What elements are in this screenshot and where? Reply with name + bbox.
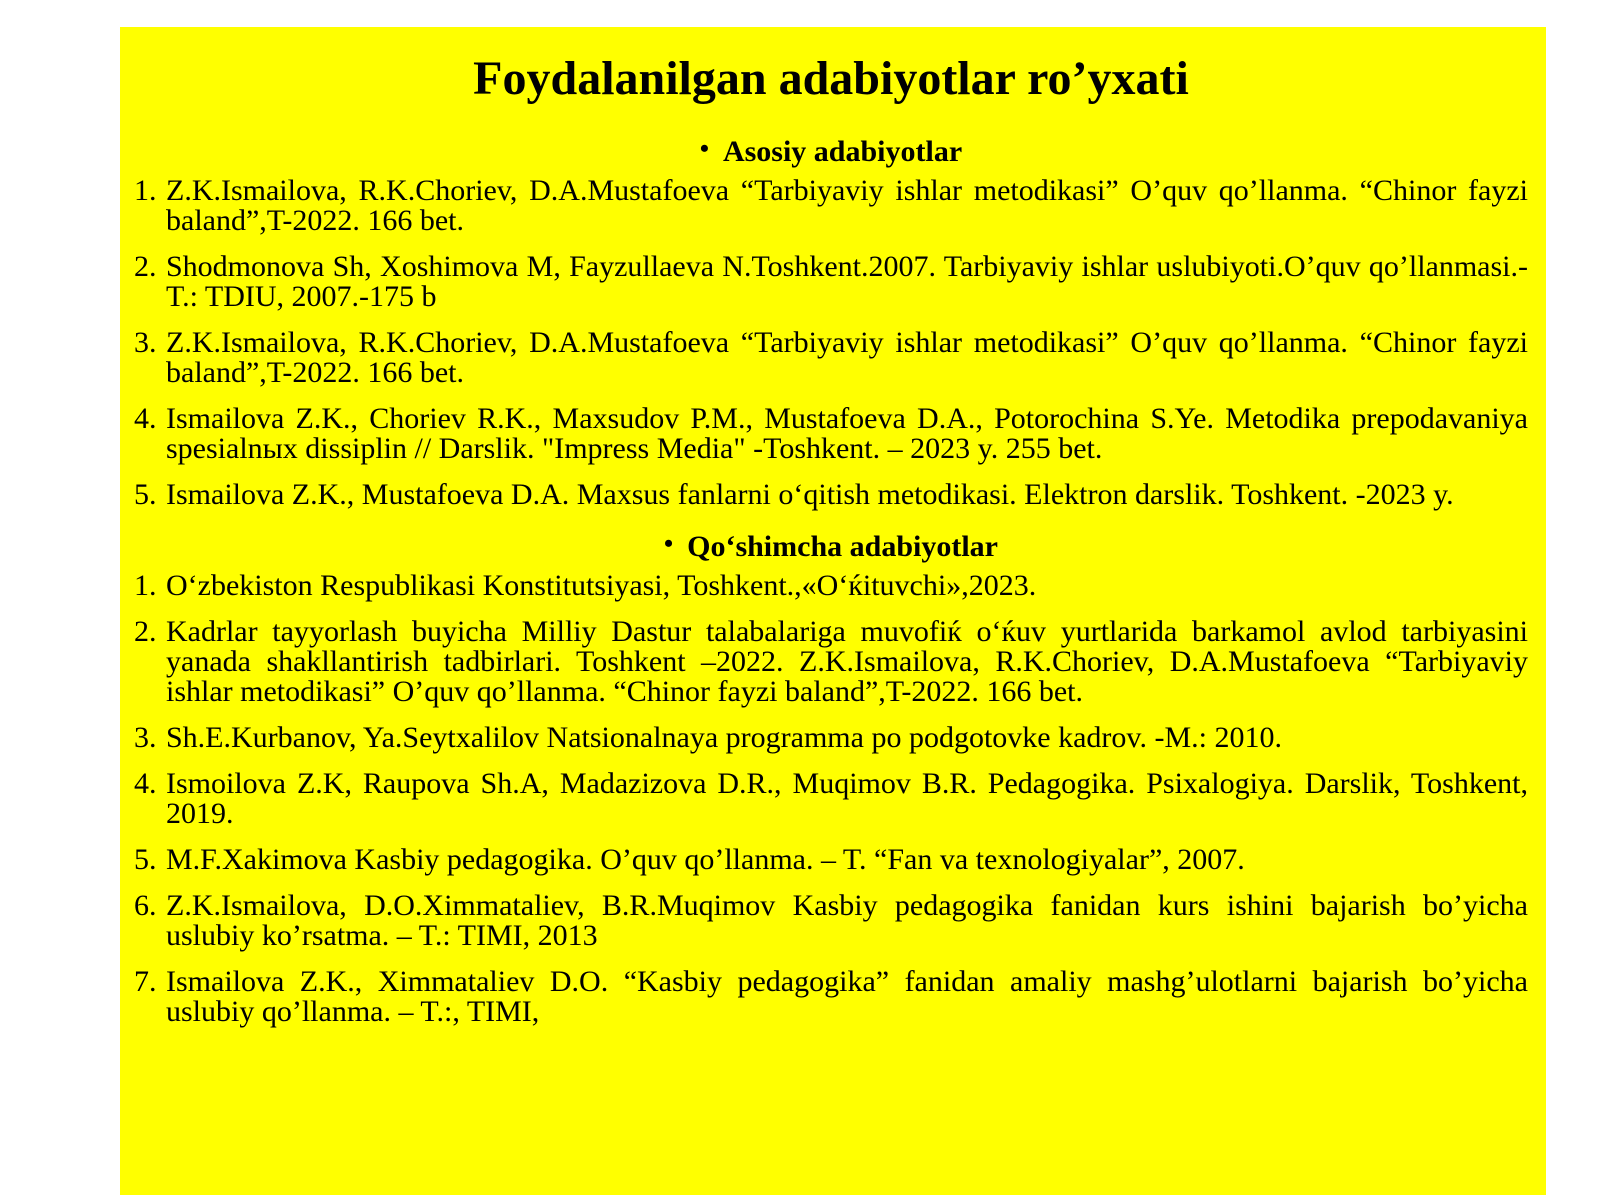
- list-item-number: 4.: [134, 767, 157, 800]
- list-item: [134, 571, 1528, 601]
- list-item-number: 2.: [134, 250, 157, 283]
- list-item-text: Z.K.Ismailova, R.K.Choriev, D.A.Mustafoeva “Tarbiyaviy ishlar metodikasi” O’quv qo’llanma. “Chinor fayzi baland”,T-2022. 166 bet.: [166, 326, 1528, 389]
- list-item-text: Z.K.Ismailova, D.O.Ximmataliev, B.R.Muqimov Kasbiy pedagogika fanidan kurs ishini bajarish bo’yicha uslubiy ko’rsatma. – T.: TIMI, 2013: [166, 889, 1528, 952]
- list-item-number: 4.: [134, 402, 157, 435]
- list-item-text: Kadrlar tayyorlash buyicha Milliy Dastur talabalariga muvofiќ o‘ќuv yurtlarida barkamol avlod tarbiyasini yanada shakllantirish tadbirlari. Toshkent –2022. Z.K.Ismailova, R.K.Choriev, D.A.Mustafoeva “Tarbiyaviy ishlar metodikasi” O’quv qo’llanma. “Chinor fayzi baland”,T-2022. 166 bet.: [166, 615, 1528, 708]
- main-references-list: [134, 176, 1528, 510]
- list-item: [134, 328, 1528, 388]
- list-item-text: Ismoilova Z.K, Raupova Sh.A, Madazizova D.R., Muqimov B.R. Pedagogika. Psixalogiya. Darslik, Toshkent, 2019.: [166, 767, 1528, 830]
- bullet-icon: •: [699, 134, 709, 163]
- list-item-number: 1.: [134, 174, 157, 207]
- list-item: [134, 891, 1528, 951]
- list-item: [134, 845, 1528, 875]
- list-item-text: Z.K.Ismailova, R.K.Choriev, D.A.Mustafoeva “Tarbiyaviy ishlar metodikasi” O’quv qo’llanma. “Chinor fayzi baland”,T-2022. 166 bet.: [166, 174, 1528, 237]
- list-item-number: 7.: [134, 965, 157, 998]
- list-item-text: Ismailova Z.K., Choriev R.K., Maxsudov P.M., Mustafoeva D.A., Potorochina S.Ye. Metodika prepodavaniya spesialnых dissiplin // Darslik. "Impress Media" -Toshkent. – 2023 y. 255 bet.: [166, 402, 1528, 465]
- section-heading-main: [134, 131, 1528, 170]
- list-item-text: Sh.E.Kurbanov, Ya.Seytxalilov Natsionalnaya programma po podgotovke kadrov. -M.: 2010.: [166, 721, 1282, 754]
- list-item: [134, 176, 1528, 236]
- list-item-number: 6.: [134, 889, 157, 922]
- list-item-number: 2.: [134, 615, 157, 648]
- list-item-number: 1.: [134, 569, 157, 602]
- list-item: [134, 967, 1528, 1027]
- list-item-text: O‘zbekiston Respublikasi Konstitutsiyasi, Toshkent.,«O‘ќituvchi»,2023.: [166, 569, 1037, 602]
- list-item: [134, 252, 1528, 312]
- bullet-icon: •: [664, 529, 674, 558]
- section-heading-label: Asosiy adabiyotlar: [722, 135, 963, 168]
- list-item-number: 3.: [134, 326, 157, 359]
- list-item-text: Ismailova Z.K., Ximmataliev D.O. “Kasbiy pedagogika” fanidan amaliy mashg’ulotlarni bajarish bo’yicha uslubiy qo’llanma. – T.:, TIMI,: [166, 965, 1528, 1028]
- section-heading-label: Qo‘shimcha adabiyotlar: [687, 530, 998, 563]
- slide: [120, 27, 1546, 1195]
- list-item: [134, 769, 1528, 829]
- list-item-number: 5.: [134, 478, 157, 511]
- section-heading-additional: [134, 526, 1528, 565]
- list-item-text: Ismailova Z.K., Mustafoeva D.A. Maxsus fanlarni o‘qitish metodikasi. Elektron darslik. Toshkent. -2023 y.: [166, 478, 1454, 511]
- list-item: [134, 617, 1528, 707]
- list-item-number: 3.: [134, 721, 157, 754]
- list-item-text: M.F.Xakimova Kasbiy pedagogika. O’quv qo’llanma. – T. “Fan va texnologiyalar”, 2007.: [166, 843, 1245, 876]
- page-title: Foydalanilgan adabiyotlar ro’yxati: [473, 52, 1189, 105]
- list-item-number: 5.: [134, 843, 157, 876]
- list-item-text: Shodmonova Sh, Xoshimova M, Fayzullaeva N.Toshkent.2007. Tarbiyaviy ishlar uslubiyoti.O’quv qo’llanmasi.- T.: TDIU, 2007.-175 b: [166, 250, 1528, 313]
- additional-references-list: [134, 571, 1528, 1027]
- list-item: [134, 404, 1528, 464]
- list-item: [134, 723, 1528, 753]
- list-item: [134, 480, 1528, 510]
